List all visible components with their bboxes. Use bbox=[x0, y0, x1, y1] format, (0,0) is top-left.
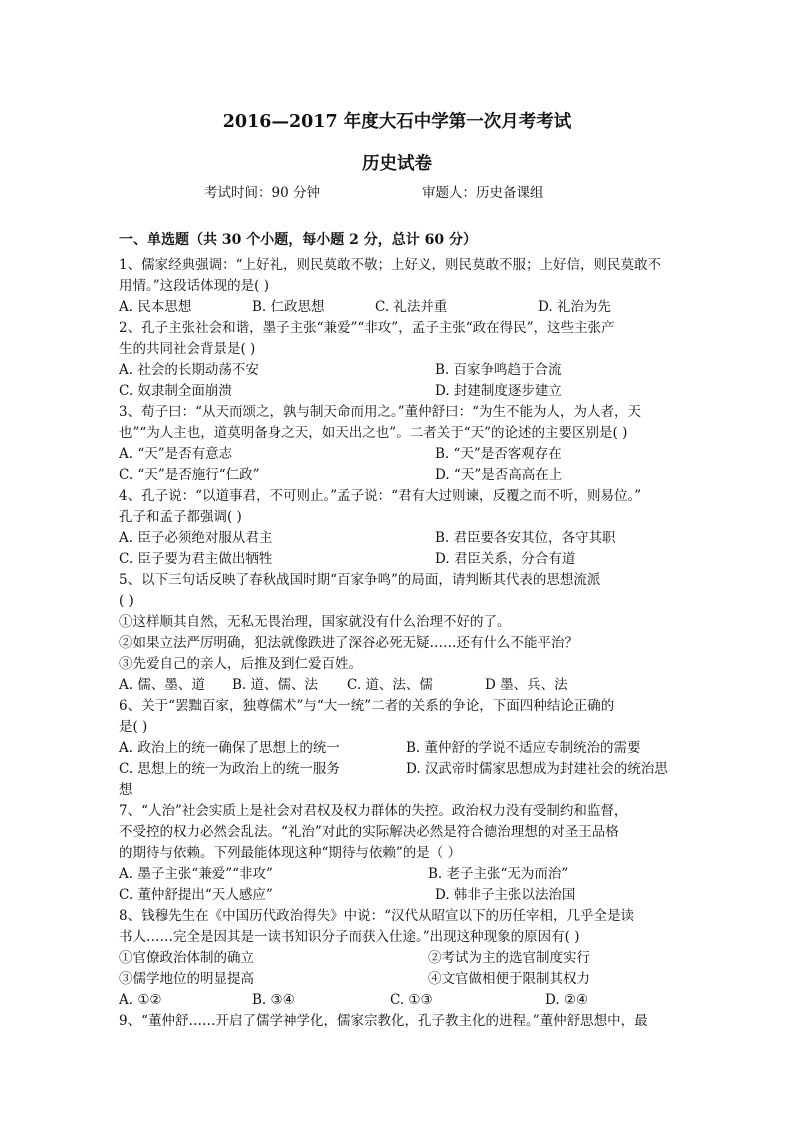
q8-statement-1: ①官僚政治体制的确立 bbox=[119, 950, 254, 966]
q3-stem-line1: 3、荀子曰：“从天而颂之，孰与制天命而用之。”董仲舒曰：“为生不能为人，为人者，天 bbox=[119, 404, 642, 420]
q5-option-b: B. 道、儒、法 bbox=[232, 677, 319, 693]
q2-option-b: B. 百家争鸣趋于合流 bbox=[435, 362, 562, 378]
q5-option-a: A. 儒、墨、道 bbox=[119, 677, 205, 693]
exam-title: 2016—2017 年度大石中学第一次月考考试 bbox=[222, 112, 572, 132]
q4-option-b: B. 君臣要各安其位，各守其职 bbox=[435, 530, 616, 546]
q7-option-a: A. 墨子主张“兼爱”“非攻” bbox=[119, 866, 273, 882]
q7-stem-line2: 不受控的权力必然会乱法。“礼治”对此的实际解决必然是符合德治理想的对圣王品格 bbox=[119, 824, 619, 840]
q4-option-d: D. 君臣关系，分合有道 bbox=[435, 551, 576, 567]
q5-stem-line1: 5、以下三句话反映了春秋战国时期“百家争鸣”的局面，请判断其代表的思想流派 bbox=[119, 572, 601, 588]
q7-option-b: B. 老子主张“无为而治” bbox=[428, 866, 569, 882]
q8-option-c: C. ①③ bbox=[390, 992, 433, 1008]
q2-option-a: A. 社会的长期动荡不安 bbox=[119, 362, 259, 378]
q6-option-d-continued: 想 bbox=[119, 782, 133, 798]
q7-stem-line3: 的期待与依赖。下列最能体现这种“期待与依赖”的是（ ） bbox=[119, 845, 462, 861]
q8-statement-2: ②考试为主的选官制度实行 bbox=[428, 950, 590, 966]
q5-stem-line2: ( ) bbox=[119, 593, 134, 609]
q1-option-d: D. 礼治为先 bbox=[538, 299, 611, 315]
q6-option-a: A. 政治上的统一确保了思想上的统一 bbox=[119, 740, 340, 756]
q5-statement-3: ③先爱自己的亲人，后推及到仁爱百姓。 bbox=[119, 656, 362, 672]
q6-option-b: B. 董仲舒的学说不适应专制统治的需要 bbox=[406, 740, 641, 756]
q4-stem-line1: 4、孔子说：“以道事君，不可则止。”孟子说：“君有大过则谏，反覆之而不听，则易位。” bbox=[119, 488, 642, 504]
exam-time: 考试时间：90 分钟 bbox=[204, 185, 320, 201]
q4-option-c: C. 臣子要为君主做出牺牲 bbox=[119, 551, 273, 567]
q6-option-d: D. 汉武帝时儒家思想成为封建社会的统治思 bbox=[406, 761, 668, 777]
q6-stem-line1: 6、关于“罢黜百家，独尊儒术”与“大一统”二者的关系的争论，下面四种结论正确的 bbox=[119, 698, 615, 714]
q2-stem-line1: 2、孔子主张社会和谐，墨子主张“兼爱”“非攻”，孟子主张“政在得民”，这些主张产 bbox=[119, 320, 615, 336]
q2-option-d: D. 封建制度逐步建立 bbox=[435, 383, 562, 399]
q4-stem-line2: 孔子和孟子都强调( ) bbox=[119, 509, 242, 525]
q6-stem-line2: 是( ) bbox=[119, 719, 148, 735]
q6-option-c: C. 思想上的统一为政治上的统一服务 bbox=[119, 761, 340, 777]
section-heading: 一、单选题（共 30 个小题，每小题 2 分，总计 60 分） bbox=[119, 232, 477, 248]
q8-statement-3: ③儒学地位的明显提高 bbox=[119, 971, 254, 987]
q5-statement-1: ①这样顺其自然，无私无畏治理，国家就没有什么治理不好的了。 bbox=[119, 614, 511, 630]
exam-reviewer: 审题人：历史备课组 bbox=[422, 185, 544, 201]
q1-stem-line2: 用情。”这段话体现的是( ) bbox=[119, 278, 269, 294]
q5-statement-2: ②如果立法严厉明确，犯法就像跌进了深谷必死无疑……还有什么不能平治？ bbox=[119, 635, 578, 651]
q8-option-b: B. ③④ bbox=[252, 992, 295, 1008]
q3-option-c: C. “天”是否施行“仁政” bbox=[119, 467, 260, 483]
q3-option-d: D. “天”是否高高在上 bbox=[435, 467, 563, 483]
q3-stem-line2: 也”“为人主也，道莫明备身之天，如天出之也”。二者关于“天”的论述的主要区别是( ) bbox=[119, 425, 628, 441]
q3-option-b: B. “天”是否客观存在 bbox=[435, 446, 562, 462]
q7-option-d: D. 韩非子主张以法治国 bbox=[435, 887, 576, 903]
q4-option-a: A. 臣子必须绝对服从君主 bbox=[119, 530, 273, 546]
q5-option-d: D 墨、兵、法 bbox=[485, 677, 568, 693]
q7-stem-line1: 7、“人治”社会实质上是社会对君权及权力群体的失控。政治权力没有受制约和监督， bbox=[119, 803, 628, 819]
q1-option-c: C. 礼法并重 bbox=[375, 299, 448, 315]
q1-stem-line1: 1、儒家经典强调：“上好礼，则民莫敢不敬；上好义，则民莫敢不服；上好信，则民莫敢不 bbox=[119, 257, 661, 273]
q8-option-d: D. ②④ bbox=[545, 992, 589, 1008]
q8-statement-4: ④文官做相便于限制其权力 bbox=[428, 971, 590, 987]
q8-stem-line2: 书人……完全是因其是一读书知识分子而获入仕途。”出现这种现象的原因有( ) bbox=[119, 929, 580, 945]
q9-stem-line1: 9、“董仲舒……开启了儒学神学化，儒家宗教化，孔子教主化的进程。”董仲舒思想中，最 bbox=[119, 1013, 648, 1029]
q1-option-a: A. 民本思想 bbox=[119, 299, 192, 315]
q3-option-a: A. “天”是否有意志 bbox=[119, 446, 233, 462]
q1-option-b: B. 仁政思想 bbox=[252, 299, 325, 315]
q2-option-c: C. 奴隶制全面崩溃 bbox=[119, 383, 232, 399]
q7-option-c: C. 董仲舒提出“天人感应” bbox=[119, 887, 273, 903]
q8-stem-line1: 8、钱穆先生在《中国历代政治得失》中说：“汉代从昭宣以下的历任宰相，几乎全是读 bbox=[119, 908, 634, 924]
exam-subtitle: 历史试卷 bbox=[362, 154, 432, 174]
q8-option-a: A. ①② bbox=[119, 992, 162, 1008]
q2-stem-line2: 生的共同社会背景是( ) bbox=[119, 341, 256, 357]
q5-option-c: C. 道、法、儒 bbox=[347, 677, 433, 693]
